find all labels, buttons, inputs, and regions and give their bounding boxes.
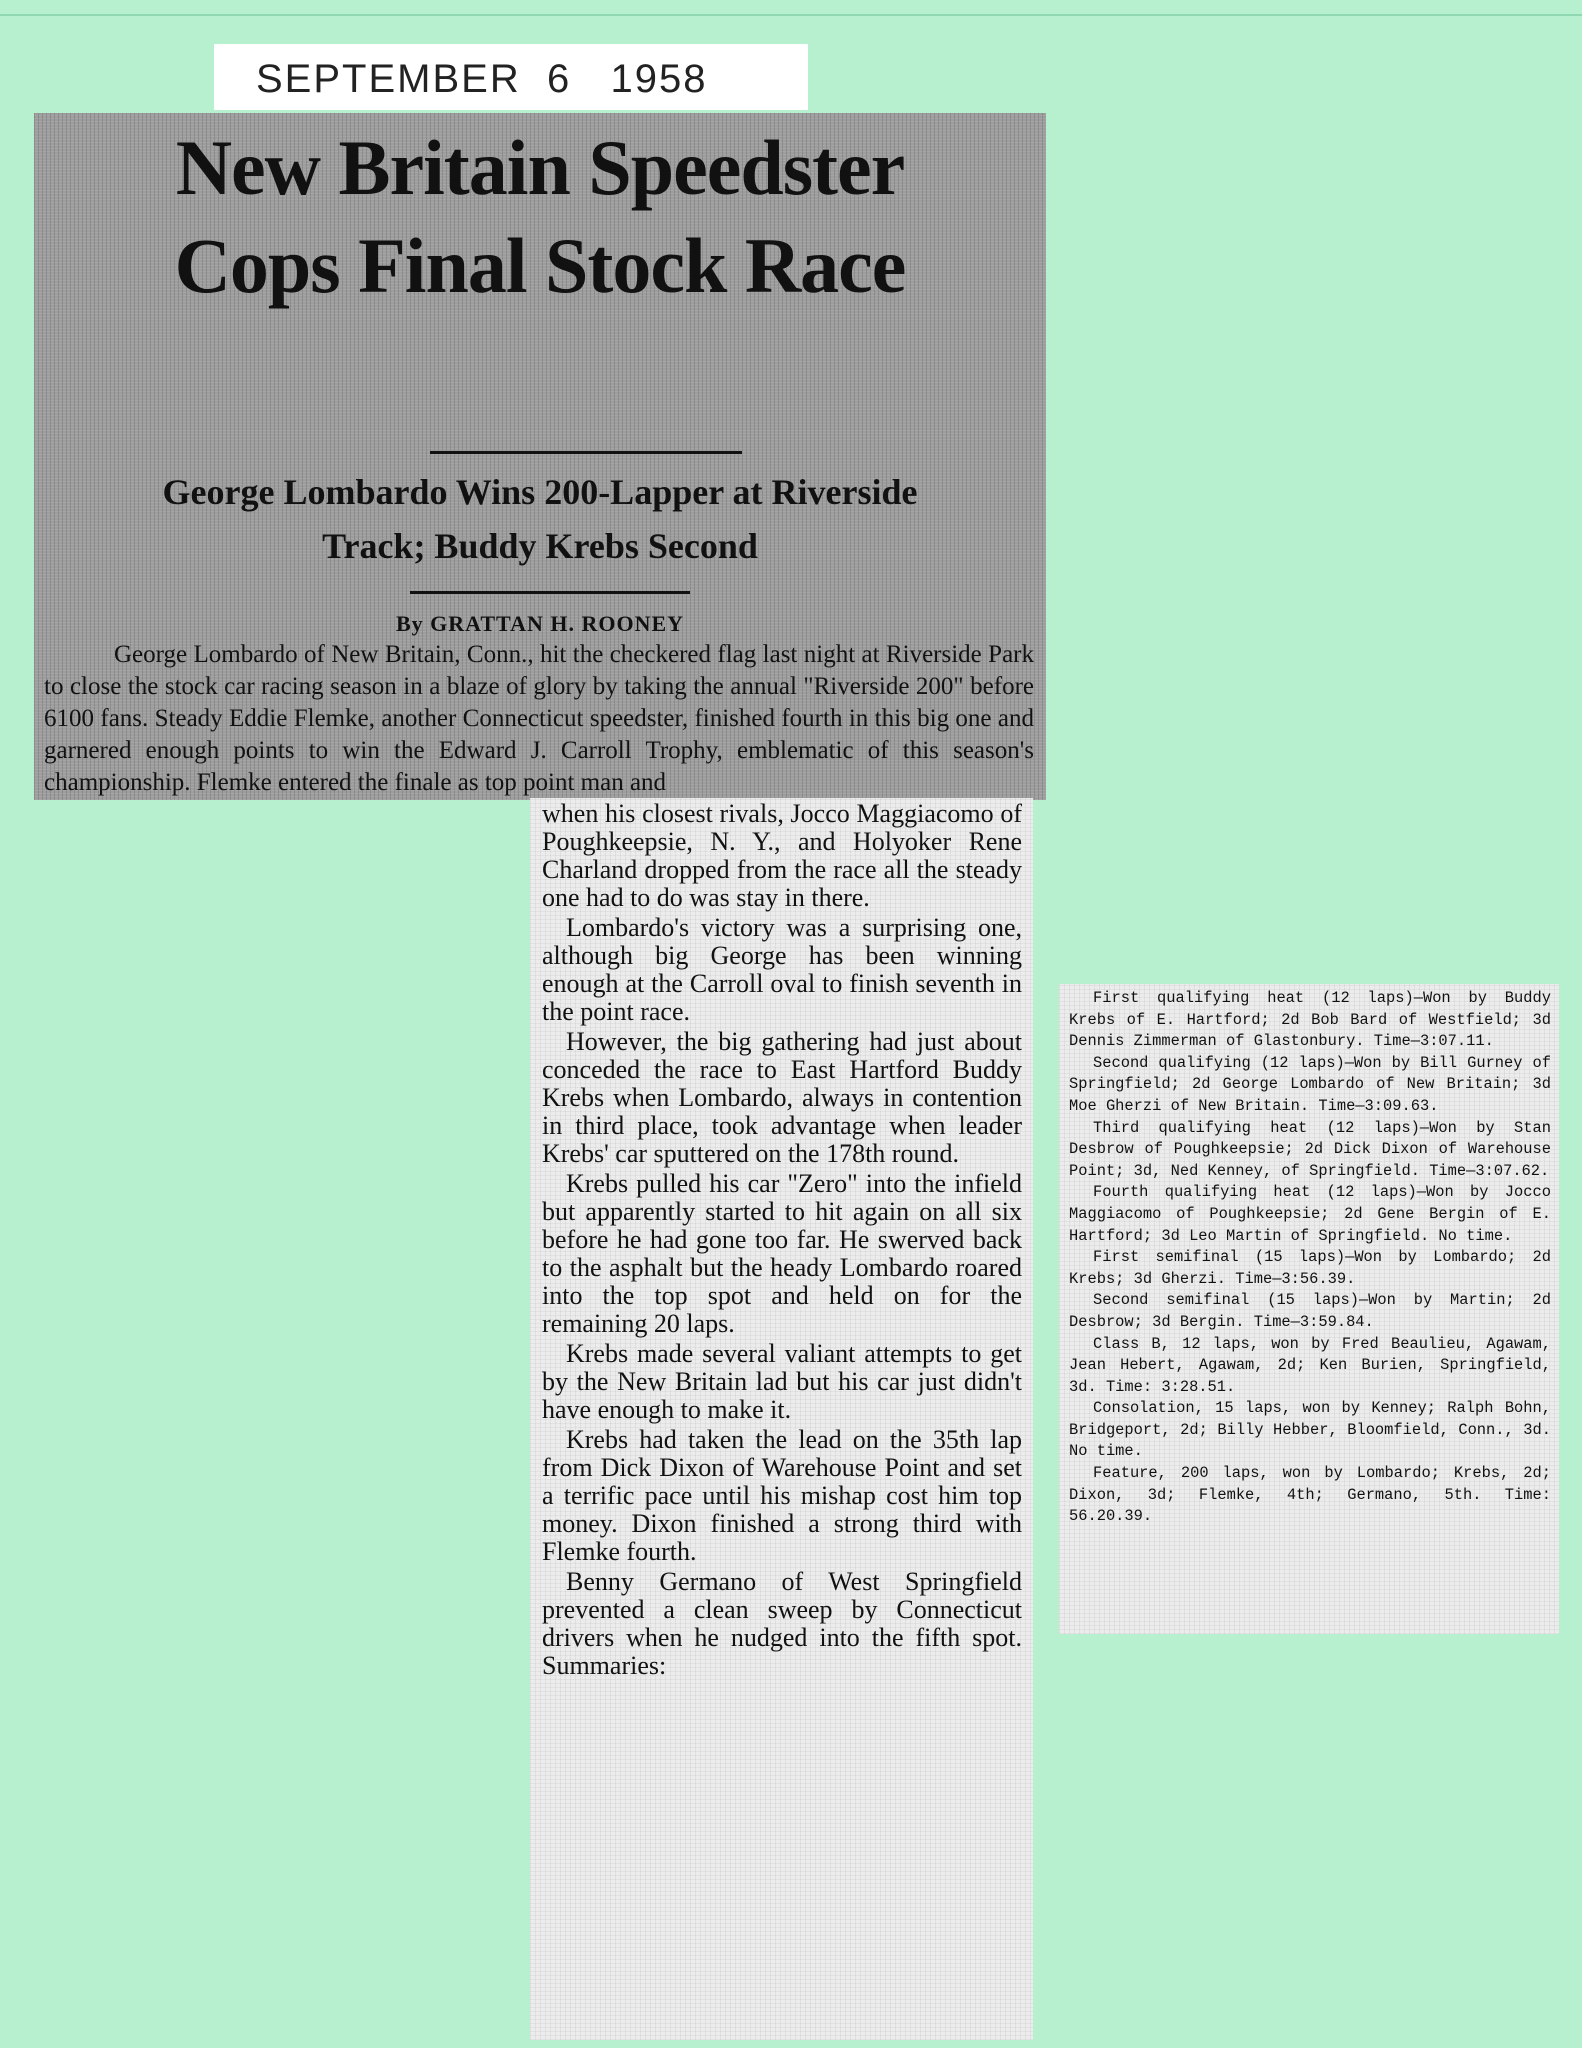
subhead-rule [410,591,690,594]
article-paragraph: Benny Germano of West Springfield prevented a clean sweep by Connecticut drivers when he nudged into the fifth spot. Summaries: [542,1567,1022,1680]
article-continuation-column [530,798,1033,2040]
article-body [542,800,1022,1682]
top-rule [0,14,1582,16]
summaries-list [1069,988,1551,1528]
summary-item: Consolation, 15 laps, won by Kenney; Ralph Bohn, Bridgeport, 2d; Billy Hebber, Bloomfield, Conn., 3d. No time. [1069,1399,1551,1461]
subhead-line-2: Track; Buddy Krebs Second [322,526,758,566]
summary-item: Fourth qualifying heat (12 laps)—Won by Jocco Maggiacomo of Poughkeepsie; 2d Gene Bergin of E. Hartford; 3d Leo Martin of Springfield. No time. [1069,1183,1551,1245]
summary-item: First semifinal (15 laps)—Won by Lombardo; 2d Krebs; 3d Gherzi. Time—3:56.39. [1069,1248,1551,1288]
subheadline [34,465,1046,573]
summary-item: Class B, 12 laps, won by Fred Beaulieu, Agawam, Jean Hebert, Agawam, 2d; Ken Burien, Springfield, 3d. Time: 3:28.51. [1069,1334,1551,1396]
article-paragraph: Krebs had taken the lead on the 35th lap from Dick Dixon of Warehouse Point and set a terrific pace until his mishap cost him top money. Dixon finished a strong third with Flemke fourth. [542,1425,1022,1566]
lead-paragraph: George Lombardo of New Britain, Conn., hit the checkered flag last night at Riverside Park to close the stock car racing season in a blaze of glory by taking the annual "Riverside 200" before 6100 fans. Steady Eddie Flemke, another Connecticut speedster, finished fourth in this big one and garnered enough points to win the Edward J. Carroll Trophy, emblematic of this season's championship. Flemke entered the finale as top point man and [44,641,1034,796]
subhead-line-1: George Lombardo Wins 200-Lapper at Riverside [162,472,918,512]
summary-item: First qualifying heat (12 laps)—Won by Buddy Krebs of E. Hartford; 2d Bob Bard of Westfield; 3d Dennis Zimmerman of Glastonbury. Time—3:07.11. [1069,989,1551,1051]
byline: By GRATTAN H. ROONEY [395,611,685,636]
summary-item: Second qualifying (12 laps)—Won by Bill Gurney of Springfield; 2d George Lombardo of New Britain; 3d Moe Gherzi of New Britain. Time—3:09.63. [1069,1053,1551,1115]
date-label: SEPTEMBER 6 1958 [214,44,808,110]
headline-line-1: New Britain Speedster [175,124,905,211]
article-paragraph: Krebs made several valiant attempts to get by the New Britain lad but his car just didn't have enough to make it. [542,1339,1022,1424]
race-summaries-clipping [1059,984,1559,1634]
headline-rule [430,451,742,454]
article-paragraph: when his closest rivals, Jocco Maggiacomo of Poughkeepsie, N. Y., and Holyoker Rene Charland dropped from the race all the steady one had to do was stay in there. [542,799,1022,912]
headline [34,119,1046,315]
article-paragraph: However, the big gathering had just about conceded the race to East Hartford Buddy Krebs when Lombardo, always in contention in third place, took advantage when leader Krebs' car sputtered on the 178th round. [542,1027,1022,1168]
article-headline-clipping [34,113,1046,800]
headline-line-2: Cops Final Stock Race [174,222,906,309]
summary-item: Third qualifying heat (12 laps)—Won by Stan Desbrow of Poughkeepsie; 2d Dick Dixon of Warehouse Point; 3d, Ned Kenney, of Springfield. Time—3:07.62. [1069,1118,1551,1180]
summary-item: Feature, 200 laps, won by Lombardo; Krebs, 2d; Dixon, 3d; Flemke, 4th; Germano, 5th. Time: 56.20.39. [1069,1464,1551,1526]
article-paragraph: Lombardo's victory was a surprising one, although big George has been winning enough at the Carroll oval to finish seventh in the point race. [542,913,1022,1026]
summary-item: Second semifinal (15 laps)—Won by Martin; 2d Desbrow; 3d Bergin. Time—3:59.84. [1069,1291,1551,1331]
article-paragraph: Krebs pulled his car "Zero" into the infield but apparently started to hit again on all six before he had gone too far. He swerved back to the asphalt but the heady Lombardo roared into the top spot and held on for the remaining 20 laps. [542,1169,1022,1338]
